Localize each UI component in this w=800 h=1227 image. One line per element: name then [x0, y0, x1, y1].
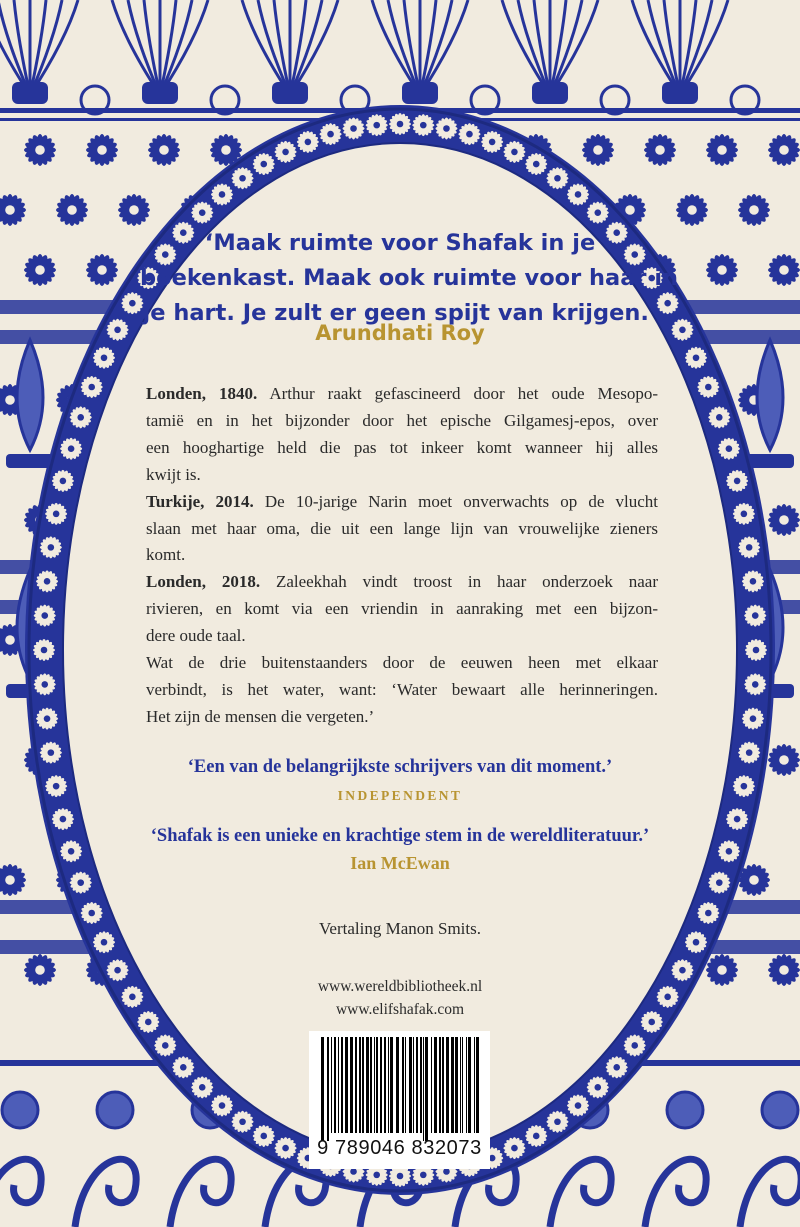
publisher-website-link[interactable]: www.wereldbibliotheek.nl [317, 978, 483, 995]
isbn-number: 9 789046 832073 [317, 1137, 482, 1159]
barcode-bar [321, 1037, 324, 1141]
barcode-bar [350, 1037, 353, 1133]
barcode-bar [476, 1037, 479, 1133]
quote-attribution-independent: INDEPENDENT [337, 788, 463, 803]
quote-attribution-mcewan: Ian McEwan [350, 853, 450, 873]
barcode-bar [434, 1037, 437, 1133]
barcode-bar [439, 1037, 441, 1133]
blurb-line [146, 462, 658, 489]
author-website-link[interactable]: www.elifshafak.com [335, 1001, 465, 1018]
blurb-text: komt. [146, 545, 186, 565]
blurb-line [146, 623, 658, 650]
barcode-bar [374, 1037, 375, 1133]
blurb-text: dere oude taal. [146, 626, 246, 646]
blurb-lead: Londen, 1840. [146, 384, 258, 403]
barcode-bar [462, 1037, 463, 1133]
barcode-bar [366, 1037, 369, 1133]
barcode-bar [338, 1037, 339, 1133]
isbn-barcode [309, 1031, 490, 1169]
barcode-bar [331, 1037, 332, 1133]
barcode-bar [466, 1037, 467, 1133]
blurb-text: Zaleekhah vindt troost in haar onderzoek naar [260, 572, 658, 592]
quote-line: ‘Maak ruimte voor Shafak in je [204, 230, 596, 256]
blurb-text: Arthur raakt gefascineerd door het oude Mesopo- [257, 384, 658, 403]
barcode-bar [390, 1037, 393, 1133]
barcode-bar [446, 1037, 449, 1133]
barcode-bar [359, 1037, 361, 1133]
quote-line: je hart. Je zult er geen spijt van krijgen.’ [142, 300, 658, 326]
blurb-line [146, 435, 658, 462]
blurb-line [146, 569, 658, 596]
barcode-bar [420, 1037, 422, 1133]
barcode-bar [355, 1037, 357, 1133]
blurb-text: Het zijn de mensen die vergeten.’ [146, 706, 375, 726]
barcode-bar [402, 1037, 404, 1133]
barcode-bar [455, 1037, 458, 1133]
blurb-text: Wat de drie buitenstaanders door de eeuwen heen met elkaar [146, 653, 658, 673]
barcode-bar [468, 1037, 471, 1133]
barcode-bar [405, 1037, 406, 1133]
blurb-text: rivieren, en komt via een vriendin in aanraking met een bijzon- [146, 599, 658, 619]
blurb-line [146, 542, 658, 569]
barcode-bar [396, 1037, 399, 1133]
blurb-line [146, 408, 658, 435]
praise-quote-roy [140, 226, 679, 331]
blurb-text: kwijt is. [146, 464, 201, 484]
praise-quote-mcewan: ‘Shafak is een unieke en krachtige stem in de wereldliteratuur.’ [150, 826, 650, 846]
translator-credit: Vertaling Manon Smits. [319, 919, 481, 938]
blurb-text: slaan met haar oma, die uit een lange lijn van vrouwelijke zieners [146, 518, 658, 538]
blurb-lead: Londen, 2018. [146, 572, 261, 592]
barcode-bar [376, 1037, 378, 1133]
quote-attribution-roy: Arundhati Roy [315, 321, 485, 345]
blurb-text: verbindt, is het water, want: ‘Water bewaart alle herinneringen. [146, 679, 658, 699]
barcode-bar [334, 1037, 336, 1133]
barcode-bar [341, 1037, 343, 1133]
barcode-bar [416, 1037, 418, 1133]
barcode-bar [362, 1037, 364, 1133]
barcode-bar [380, 1037, 382, 1133]
barcode-bar [423, 1037, 424, 1141]
blurb-line [146, 677, 658, 704]
blurb-text: tamië en in het bijzonder door het epische Gilgamesj-epos, over [146, 410, 658, 430]
barcode-bar [327, 1037, 329, 1141]
quote-line: boekenkast. Maak ook ruimte voor haar in [140, 265, 679, 291]
barcode-bar [384, 1037, 386, 1133]
barcode-bar [409, 1037, 412, 1133]
barcode-bar [442, 1037, 444, 1133]
barcode-bar [413, 1037, 414, 1133]
blurb-line [146, 704, 658, 731]
barcode-bar [474, 1037, 475, 1133]
blurb-text: een hooghartige held die pas tot inkeer komt wanneer hij alles [146, 437, 658, 457]
barcode-bar [370, 1037, 372, 1133]
blurb-line [146, 596, 658, 623]
barcode-bar [345, 1037, 348, 1133]
blurb-lead: Turkije, 2014. [146, 491, 254, 511]
barcode-bar [425, 1037, 428, 1141]
blurb [146, 381, 658, 731]
blurb-line [146, 489, 658, 516]
blurb-line [146, 650, 658, 677]
barcode-bar [388, 1037, 389, 1133]
blurb-text: De 10-jarige Narin moet onverwachts op de vlucht [253, 491, 658, 511]
barcode-bar [460, 1037, 461, 1133]
blurb-line [146, 516, 658, 543]
blurb-line [146, 381, 658, 408]
barcode-bar [451, 1037, 454, 1133]
barcode-bar [431, 1037, 432, 1133]
praise-quote-independent: ‘Een van de belangrijkste schrijvers van dit moment.’ [187, 757, 613, 777]
